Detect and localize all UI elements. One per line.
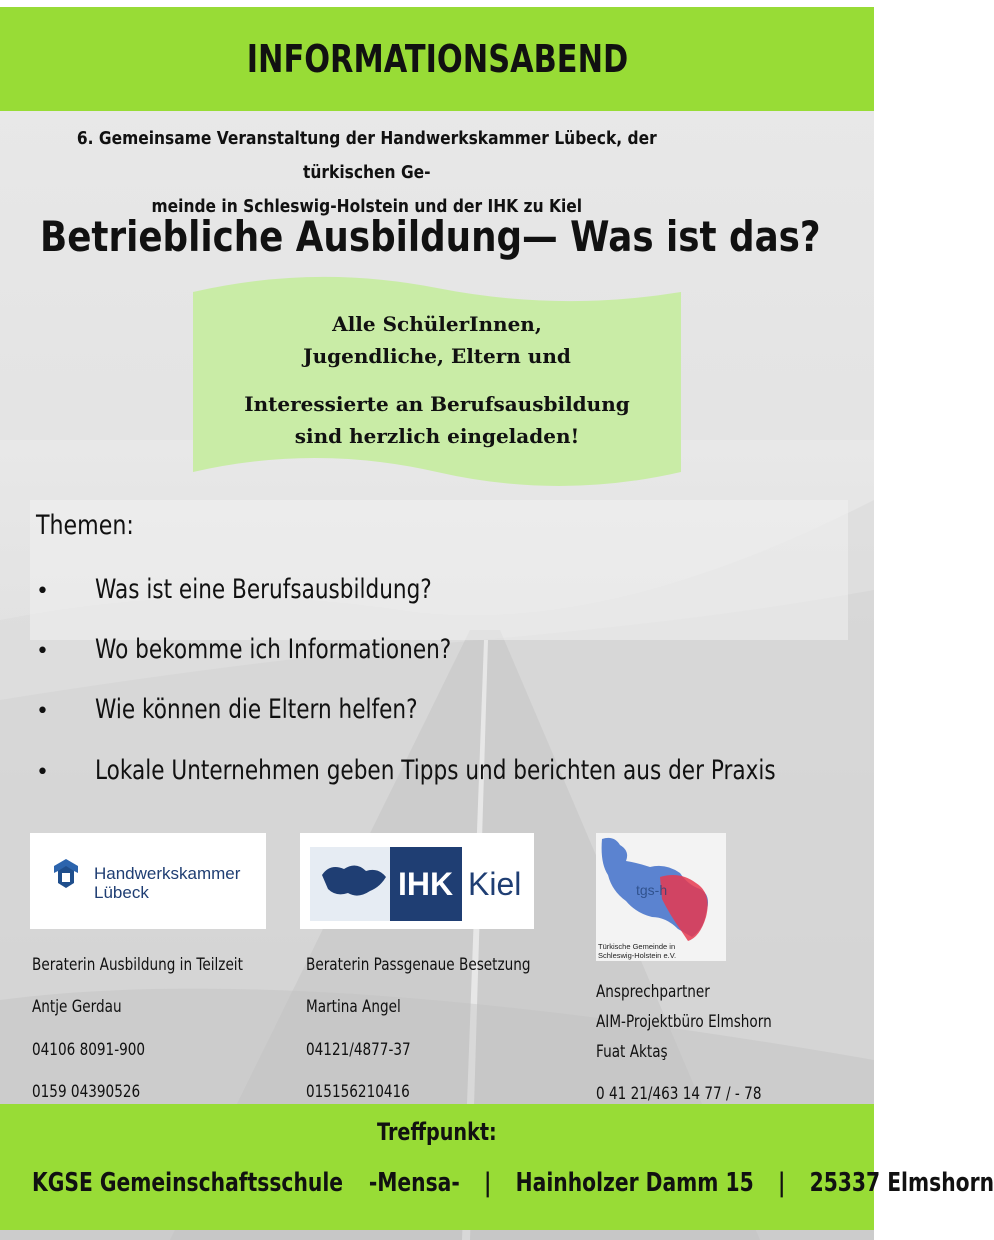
event-title: INFORMATIONSABEND: [246, 37, 628, 81]
meeting-point-label: Treffpunkt:: [377, 1118, 497, 1146]
contact-3-phone-1: 0 41 21/463 14 77 / - 78: [596, 1084, 762, 1104]
contact-2-role: Beraterin Passgenaue Besetzung: [306, 955, 531, 975]
tgs-logo-line-1: Türkische Gemeinde in: [598, 942, 676, 951]
subtitle-line-1: 6. Gemeinsame Veranstaltung der Handwerkskammer Lübeck, der türkischen Ge-: [76, 128, 657, 183]
venue-name: KGSE Gemeinschaftsschule: [32, 1168, 344, 1198]
separator: |: [777, 1168, 786, 1198]
meeting-address: [32, 1168, 994, 1198]
invitation-banner: [193, 276, 681, 488]
separator: |: [484, 1168, 492, 1198]
topics-panel: [30, 500, 848, 640]
contact-3-name: AIM-Projektbüro Elmshorn: [596, 1012, 772, 1032]
bullet-icon: •: [36, 579, 49, 604]
bullet-icon: •: [36, 760, 49, 785]
ihk-map-icon: [300, 833, 534, 929]
contact-1-role: Beraterin Ausbildung in Teilzeit: [32, 955, 243, 975]
hwk-emblem-icon: [30, 833, 266, 929]
invitation-line-1: Alle SchülerInnen,: [332, 312, 542, 336]
contact-1-name: Antje Gerdau: [32, 997, 122, 1017]
hwk-logo-line-1: Handwerkskammer: [94, 864, 241, 883]
invitation-line-3: Interessierte an Berufsausbildung: [244, 392, 630, 416]
contact-1-phone-1: 04106 8091-900: [32, 1040, 146, 1060]
venue-room: -Mensa-: [368, 1168, 460, 1198]
invitation-line-4: sind herzlich eingeladen!: [294, 424, 580, 448]
subtitle-line-2: meinde in Schleswig-Holstein und der IHK zu Kiel: [151, 196, 583, 217]
ihk-kiel-logo: [300, 833, 534, 929]
contact-2-phone-1: 04121/4877-37: [306, 1040, 411, 1060]
tgs-logo-line-2: Schleswig-Holstein e.V.: [598, 951, 677, 960]
invitation-line-2: Jugendliche, Eltern und: [303, 344, 571, 368]
bullet-icon: •: [36, 639, 49, 664]
main-headline: Betriebliche Ausbildung— Was ist das?: [40, 212, 821, 261]
flyer-page: INFORMATIONSABEND 6. Gemeinsame Veranstaltung der Handwerkskammer Lübeck, der türkischen Ge- meinde in Schleswig-Holstein und der IHK zu Kiel Betriebliche Ausbildung— Was ist das? Alle SchülerInnen, Jugendliche, Eltern und Interessierte an Berufsausbildung sind herzlich eingeladen! Themen: • Was ist eine Berufsausbildung? • Wo bekomme ich Informationen? • Wie können die Eltern helfen? • Lokale Unternehmen geben Tipps und berichten aus der Praxis Handwerkskammer Lübeck IHK Kiel tgs-h Türkische Gemeinde in Schleswig-Holstein e.V. Beraterin Ausbildung in Teilzeit Antje Gerdau 04106 8091-900 0159 04390526 Beraterin Passgenaue Besetzung Martina Angel 04121/4877-37 015156210416 Ansprechpartner AIM-Projektbüro Elmshorn Fuat Aktaş 0 41 21/463 14 77 / - 78 Treffpunkt: KGSE Gemeinschaftsschule -Mensa- | Hainholzer Damm 15 | 25337 Elmshorn: [0, 0, 874, 1240]
ihk-logo-right: Kiel: [468, 866, 522, 902]
city-postcode: 25337 Elmshorn: [809, 1168, 994, 1198]
contact-3-role: Ansprechpartner: [596, 982, 710, 1002]
svg-text:tgs-h: tgs-h: [636, 882, 668, 898]
header-band: [0, 7, 874, 111]
contact-3-person: Fuat Aktaş: [596, 1042, 668, 1062]
tgs-logo: [596, 833, 726, 961]
contact-1-phone-2: 0159 04390526: [32, 1082, 141, 1102]
top-strip: [0, 0, 874, 7]
street-address: Hainholzer Damm 15: [515, 1168, 754, 1198]
ihk-logo-left: IHK: [398, 866, 454, 902]
bullet-icon: •: [36, 699, 49, 724]
topics-heading: Themen:: [36, 510, 134, 541]
contact-2-phone-2: 015156210416: [306, 1082, 410, 1102]
hwk-logo-line-2: Lübeck: [94, 883, 149, 902]
handwerkskammer-logo: [30, 833, 266, 929]
tgs-map-icon: [596, 833, 726, 961]
contact-2-name: Martina Angel: [306, 997, 401, 1017]
event-subtitle: [40, 122, 694, 224]
